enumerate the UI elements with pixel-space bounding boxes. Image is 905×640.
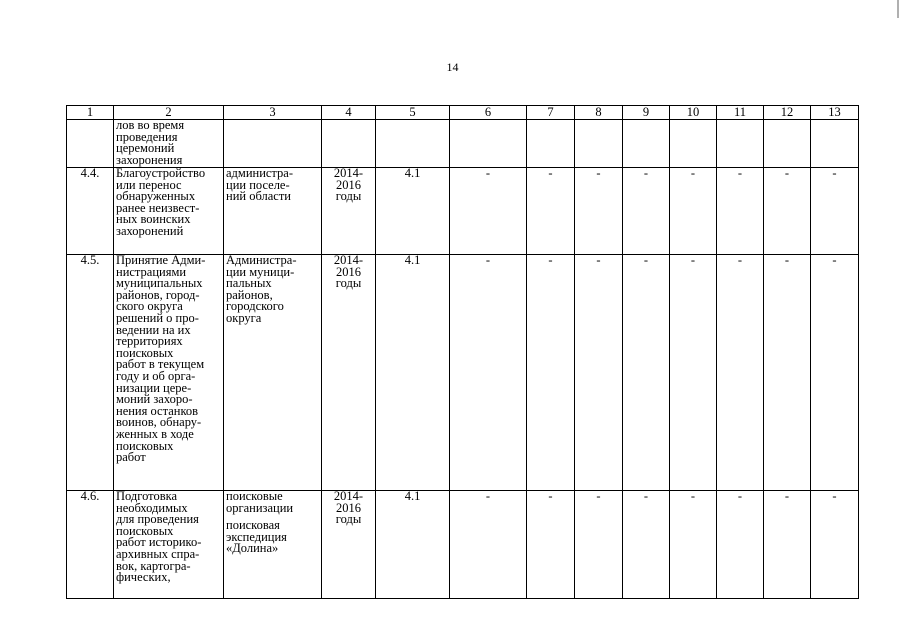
row-value: -: [623, 255, 670, 491]
column-header: 11: [717, 106, 764, 120]
row-value: -: [670, 168, 717, 255]
row-executor-extra: поисковая экспедиция «Долина»: [226, 518, 287, 556]
row-name: Подготовка необходимых для проведения поисковых работ историко- архивных спра- вок, картогра- фических,: [114, 491, 224, 599]
page-edge-mark: [897, 0, 899, 18]
column-header: 7: [527, 106, 575, 120]
row-number: 4.5.: [67, 255, 114, 491]
column-header: 9: [623, 106, 670, 120]
row-value: -: [764, 255, 811, 491]
row-value: -: [623, 168, 670, 255]
page-number: 14: [446, 60, 459, 74]
row-period: 2014- 2016 годы: [322, 168, 376, 255]
row-value: -: [717, 255, 764, 491]
data-table: [66, 105, 859, 599]
row-value: -: [670, 491, 717, 599]
table-row: [67, 255, 859, 491]
table-row: [67, 168, 859, 255]
row-value: -: [527, 168, 575, 255]
row-value: -: [450, 168, 527, 255]
column-header: 1: [67, 106, 114, 120]
row-name: Принятие Адми- нистрациями муниципальных районов, город- ского округа решений о про- ведении на их территориях поисковых работ в текущем году и об орга- низации цере- моний захоро- нения останков воинов, обнару- женных в ходе поисковых работ: [114, 255, 224, 491]
table-row: [67, 120, 859, 168]
row-executor-cell: [224, 491, 322, 599]
column-header: 10: [670, 106, 717, 120]
column-header: 6: [450, 106, 527, 120]
row-source: [376, 120, 450, 168]
row-value: [717, 120, 764, 168]
table-header-row: [67, 106, 859, 120]
column-header: 2: [114, 106, 224, 120]
row-value: [575, 120, 623, 168]
row-number: [67, 120, 114, 168]
row-name: Благоустройство или перенос обнаруженных ранее неизвест- ных воинских захоронений: [114, 168, 224, 255]
row-value: -: [450, 491, 527, 599]
row-value: -: [623, 491, 670, 599]
row-value: -: [450, 255, 527, 491]
row-value: -: [717, 491, 764, 599]
row-value: -: [575, 168, 623, 255]
row-executor: Администра- ции муници- пальных районов, городского округа: [224, 255, 322, 491]
row-value: [811, 120, 859, 168]
row-value: -: [575, 255, 623, 491]
row-value: [527, 120, 575, 168]
row-name: лов во время проведения церемоний захоронения: [114, 120, 224, 168]
row-value: -: [527, 255, 575, 491]
row-source: 4.1: [376, 168, 450, 255]
row-value: [764, 120, 811, 168]
row-value: -: [764, 491, 811, 599]
row-value: -: [811, 168, 859, 255]
row-value: -: [575, 491, 623, 599]
column-header: 3: [224, 106, 322, 120]
row-value: -: [717, 168, 764, 255]
row-period: [322, 120, 376, 168]
column-header: 13: [811, 106, 859, 120]
row-value: -: [811, 491, 859, 599]
row-executor: [224, 120, 322, 168]
row-source: 4.1: [376, 255, 450, 491]
row-value: -: [527, 491, 575, 599]
row-value: -: [764, 168, 811, 255]
row-number: 4.6.: [67, 491, 114, 599]
row-value: -: [811, 255, 859, 491]
row-number: 4.4.: [67, 168, 114, 255]
row-value: -: [670, 255, 717, 491]
table-row: [67, 491, 859, 599]
row-value: [623, 120, 670, 168]
row-period: 2014- 2016 годы: [322, 255, 376, 491]
row-value: [450, 120, 527, 168]
column-header: 8: [575, 106, 623, 120]
column-header: 5: [376, 106, 450, 120]
column-header: 12: [764, 106, 811, 120]
row-executor: поисковые организации: [226, 490, 294, 515]
column-header: 4: [322, 106, 376, 120]
row-value: [670, 120, 717, 168]
row-source: 4.1: [376, 491, 450, 599]
row-period: 2014- 2016 годы: [322, 491, 376, 599]
row-executor: администра- ции поселе- ний области: [224, 168, 322, 255]
